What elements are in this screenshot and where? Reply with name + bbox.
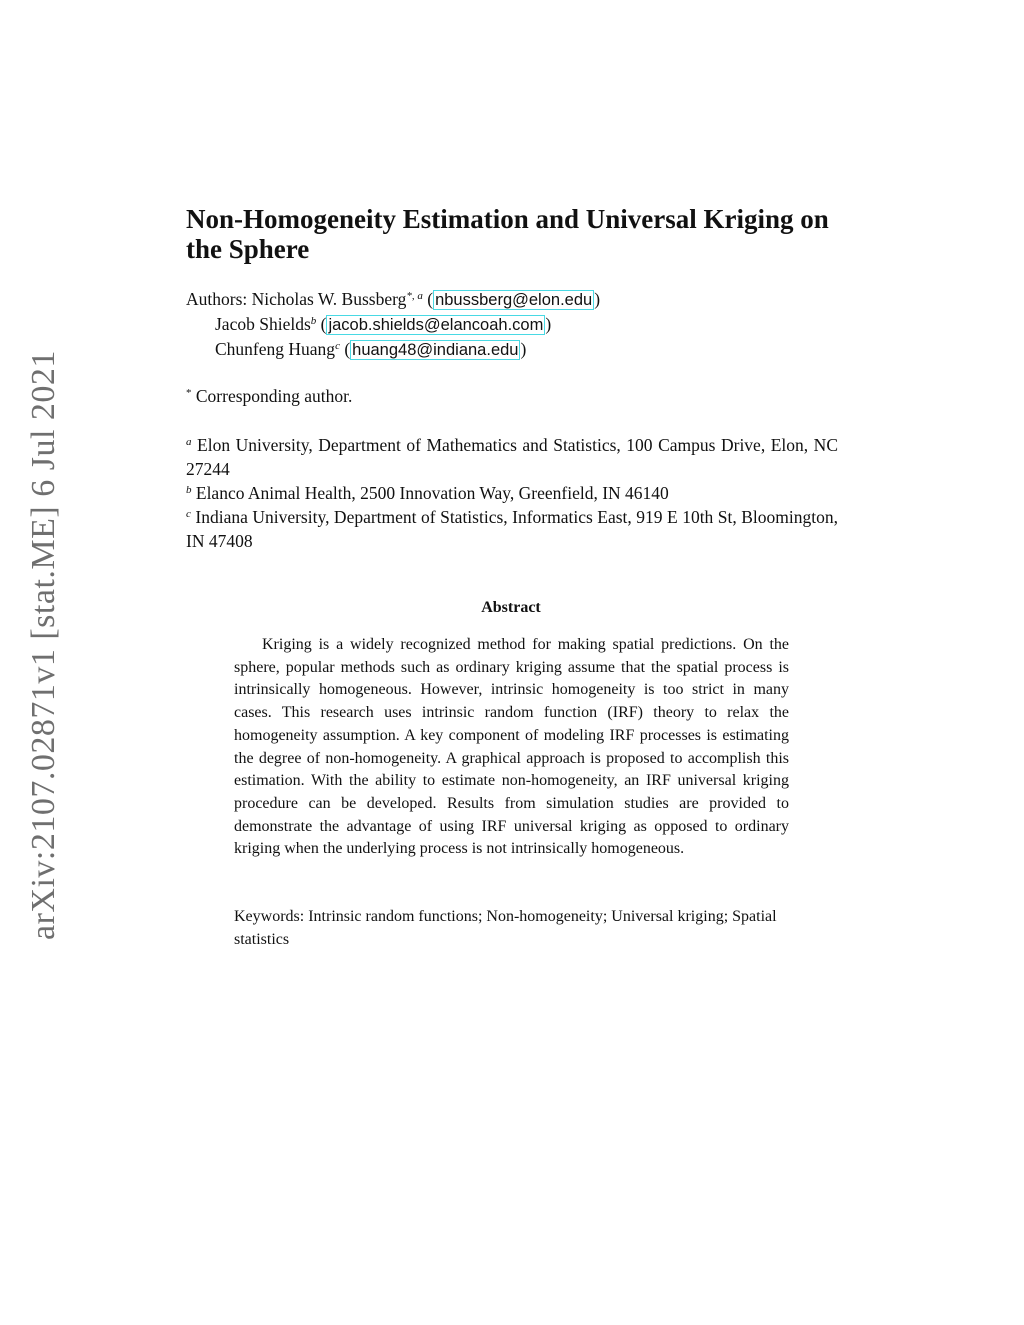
affiliation-text: Elanco Animal Health, 2500 Innovation Way, Greenfield, IN 46140 bbox=[195, 483, 669, 503]
author-marks: c bbox=[335, 340, 340, 352]
affiliation-mark: b bbox=[186, 484, 192, 496]
author-name: Chunfeng Huang bbox=[215, 339, 336, 359]
corresponding-author-note bbox=[186, 384, 352, 408]
affiliation-text: Elon University, Department of Mathematics and Statistics, 100 Campus Drive, Elon, NC 27244 bbox=[186, 435, 838, 479]
abstract-body bbox=[234, 634, 789, 861]
author-marks: b bbox=[310, 315, 317, 327]
author-name: Nicholas W. Bussberg bbox=[251, 289, 407, 309]
affiliations bbox=[186, 433, 838, 553]
author-row: Jacob Shields$^b$ ( jacob.shields@elancoah.com ) bbox=[215, 314, 552, 334]
keywords: Keywords: Intrinsic random functions; Non-homogeneity; Universal kriging; Spatial statistics bbox=[234, 908, 777, 948]
author-email-link[interactable]: huang48@indiana.edu bbox=[352, 341, 519, 359]
arxiv-identifier-stamp: arXiv:2107.02871v1 [stat.ME] 6 Jul 2021 bbox=[25, 350, 62, 940]
affiliation-mark: a bbox=[186, 436, 192, 448]
authors-label: Authors: bbox=[186, 289, 248, 309]
abstract-text: Kriging is a widely recognized method for making spatial predictions. On the sphere, popular methods such as ordinary kriging assume that the spatial process is intrinsically homogeneous. However, intrinsic homogeneity is too strict in many cases. This research uses intrinsic random function (IRF) theory to relax the homogeneity assumption. A key component of modeling IRF processes is estimating the degree of non-homogeneity. A graphical approach is proposed to accomplish this estimation. With the ability to estimate non-homogeneity, an IRF universal kriging procedure can be developed. Results from simulation studies are provided to demonstrate the advantage of using IRF universal kriging as opposed to ordinary kriging when the underlying process is not intrinsically homogeneous. bbox=[234, 636, 789, 858]
corresponding-mark: * bbox=[186, 387, 192, 399]
affiliation-mark: c bbox=[186, 508, 191, 520]
author-name: Jacob Shields bbox=[215, 314, 311, 334]
author-row: Authors: Nicholas W. Bussberg$^{*, a}$ ( nbussberg@elon.edu ) bbox=[186, 289, 601, 309]
affiliation-text: Indiana University, Department of Statistics, Informatics East, 919 E 10th St, Bloomington, IN 47408 bbox=[186, 507, 838, 551]
abstract-heading: Abstract bbox=[481, 599, 541, 616]
author-marks: *, a bbox=[406, 290, 423, 302]
affiliation-item bbox=[186, 481, 838, 505]
author-email-link[interactable]: nbussberg@elon.edu bbox=[435, 291, 593, 309]
corresponding-text: Corresponding author. bbox=[195, 386, 353, 406]
paper-title: Non-Homogeneity Estimation and Universal Kriging on the Sphere bbox=[186, 204, 829, 264]
author-email-link[interactable]: jacob.shields@elancoah.com bbox=[328, 316, 544, 334]
author-row: Chunfeng Huang$^c$ ( huang48@indiana.edu ) bbox=[215, 339, 527, 359]
author-block bbox=[186, 287, 600, 362]
affiliation-item bbox=[186, 433, 838, 481]
affiliation-item bbox=[186, 505, 838, 553]
